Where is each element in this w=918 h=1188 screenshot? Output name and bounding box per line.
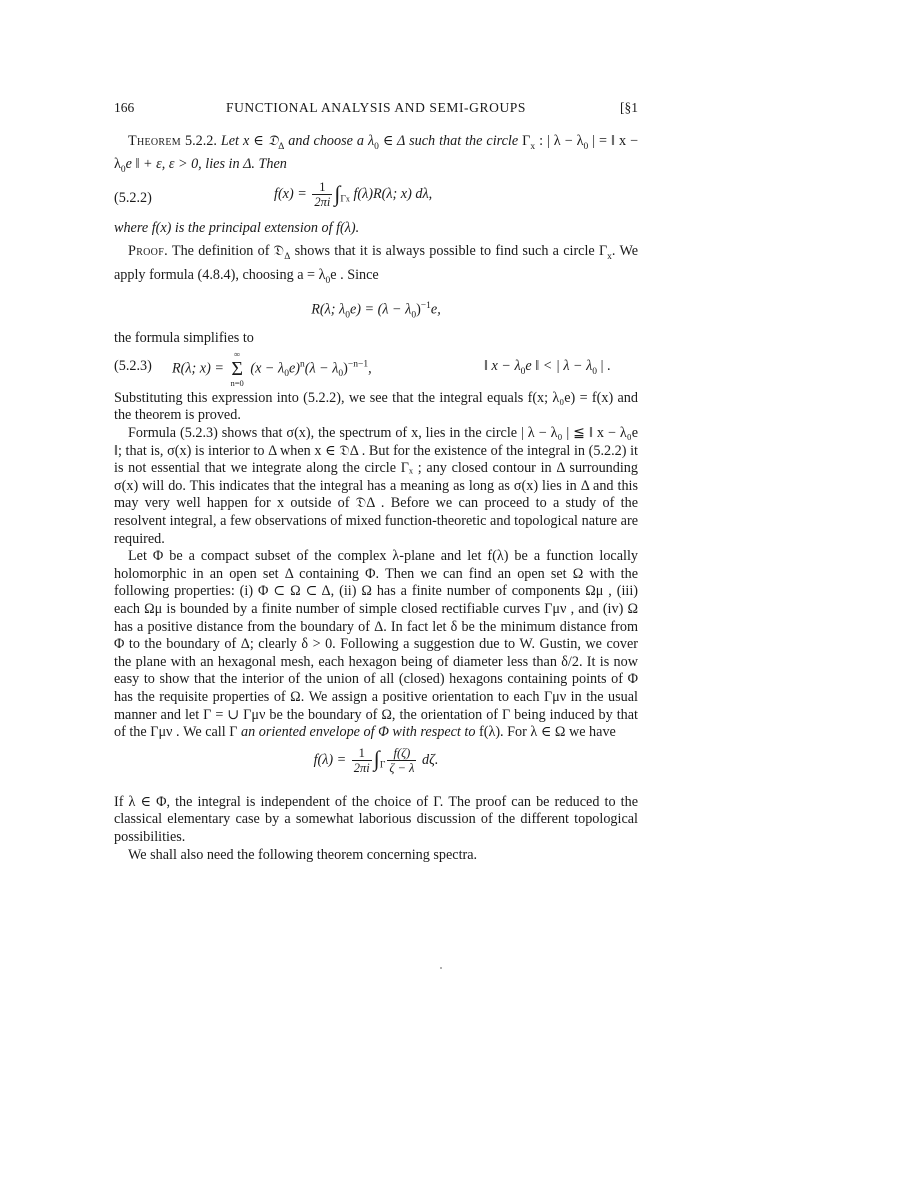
term-d: ) (343, 360, 348, 377)
sub-zero: 0 (374, 141, 379, 152)
sub-zero: 0 (411, 310, 417, 321)
proof-text-b: shows that it is always possible to find such a circle Γ (290, 243, 608, 260)
equation-expression (172, 350, 372, 388)
term-a: (x − λ (246, 360, 285, 377)
hexagon-emphasis: an oriented envelope of Φ with respect to (240, 724, 476, 741)
fraction-numerator: 1 (352, 746, 372, 761)
term-b: e) (288, 360, 300, 377)
page-number: 166 (114, 100, 135, 115)
equation-5-2-2 (114, 180, 638, 220)
theorem-statement (114, 133, 638, 180)
theorem-text-g: e ‖ + ε, ε > 0, lies in Δ. Then (125, 156, 287, 173)
formula-paragraph: Formula (5.2.3) shows that σ(x), the spectrum of x, lies in the circle | λ − λ₀ | ≦ ‖ x − λ₀e ‖; that is, σ(x) is interior to Δ when x ∈ 𝔇Δ . But for the existence of the integral in (5.2.2) it is not essential that we integrate along the circle Γₓ ; any closed contour in Δ surrounding σ(x) will do. This indicates that the integral has a meaning as long as σ(x) lies in Δ and this may very well happen for x outside of 𝔇Δ . Before we can proceed to a study of the resolvent integral, a few observations of mixed function-theoretic and topological nature are required. (114, 425, 638, 547)
sup-n: n (299, 359, 305, 370)
cond-a: ‖ x − λ (484, 357, 521, 374)
res-end: e, (430, 302, 441, 319)
term-e: , (368, 360, 372, 377)
fraction (352, 746, 372, 775)
integral-subscript-x: x (345, 194, 350, 204)
hexagon-text-a: Let Φ be a compact subset of the complex λ-plane and let f(λ) be a function locally holomorphic in an open set Δ containing Φ. Then we can find an open set Ω with the following properties: (i) Φ ⊂ Ω ⊂ Δ, (ii) Ω has a finite number of components Ωμ , (iii) each Ωμ is bounded by a finite number of simple closed rectifiable curves Γμν , and (iv) Ω has a positive distance from the boundary of Δ. In fact let δ be the minimum distance from Φ to the boundary of Δ; clearly δ > 0. Following a suggestion due to W. Gustin, we cover the plane with an hexagonal mesh, each hexagon being of diameter less than δ/2. It is now easy to show that the interior of the union of all (closed) hexagons containing points of Φ has the requisite properties of Ω. We assign a positive orientation to each Γμν in the usual manner and let Γ = ∪ Γμν be the boundary of Ω, the orientation of Γ being induced by that of the Γμν . We call Γ (114, 548, 638, 741)
integrand-numerator: f(ζ) (387, 746, 416, 761)
equation-5-2-3 (114, 348, 638, 390)
cond-b: e ‖ < | λ − λ (525, 357, 593, 374)
cauchy-lhs: f(λ) = (313, 751, 350, 768)
sub-zero: 0 (345, 310, 350, 321)
fraction-denominator: 2πi (353, 760, 370, 775)
if-paragraph: If λ ∈ Φ, the integral is independent of the choice of Γ. The proof can be reduced to the classical elementary case by a somewhat laborious discussion of the different topological possibilities. (114, 793, 638, 845)
proof-paragraph (114, 243, 638, 290)
eq-rhs: f(λ)R(λ; x) dλ, (353, 185, 433, 202)
equation-resolvent (114, 290, 638, 330)
integrand-denominator: ζ − λ (389, 760, 415, 775)
theorem-text-a: Let x ∈ 𝔇 (220, 133, 279, 149)
integral-subscript: Γ (340, 194, 346, 205)
theorem-text-f: | = ‖ x − λ (114, 133, 639, 173)
sub-zero: 0 (338, 368, 344, 379)
integral-sign: ∫ (373, 746, 380, 772)
res-lhs3: ) (416, 302, 421, 319)
sub-zero: 0 (592, 366, 598, 377)
proof-text-d: e . Since (330, 266, 379, 283)
equation-expression (274, 180, 432, 209)
sub-zero: 0 (120, 165, 126, 176)
integral-sign: ∫ (334, 180, 341, 206)
sub-delta: Δ (284, 252, 291, 263)
sum-sign: Σ (231, 357, 243, 380)
closing-line: We shall also need the following theorem concerning spectra. (128, 846, 478, 863)
theorem-text-b: and choose a λ (284, 133, 375, 149)
theorem-label: Theorem (128, 133, 181, 149)
fraction-numerator: 1 (312, 180, 332, 195)
eq-lhs: f(x) = (274, 185, 311, 202)
section-marker: [§1 (620, 100, 638, 115)
sub-x: x (607, 252, 612, 263)
equation-number: (5.2.2) (114, 189, 152, 206)
scan-speck (440, 967, 442, 969)
fraction (312, 180, 332, 209)
substituting-paragraph: Substituting this expression into (5.2.2), we see that the integral equals f(x; λ₀e) = f(x) and the theorem is proved. (114, 389, 638, 424)
equation-number: (5.2.3) (114, 357, 152, 374)
sub-zero: 0 (325, 275, 331, 286)
sum-lower: n=0 (230, 377, 244, 388)
running-title: FUNCTIONAL ANALYSIS AND SEMI-GROUPS (225, 100, 527, 115)
hexagon-text-b: f(λ). For λ ∈ Ω we have (475, 724, 616, 741)
sub-zero: 0 (583, 141, 589, 152)
fraction-integrand (387, 746, 416, 775)
term-c: (λ − λ (304, 360, 339, 377)
page-body (114, 133, 638, 864)
sub-delta: Δ (278, 141, 285, 152)
theorem-text-c: ∈ Δ such that the circle (378, 133, 519, 149)
res-lhs2: e) = (λ − λ (349, 302, 412, 319)
fraction-denominator: 2πi (314, 194, 331, 209)
theorem-text-e: : | λ − λ (535, 133, 584, 149)
proof-label: Proof. (128, 243, 168, 260)
integral-subscript: Γ (379, 760, 386, 771)
cond-c: | . (597, 357, 611, 374)
res-lhs: R(λ; λ (311, 302, 346, 319)
eq-lhs: R(λ; x) = (172, 360, 228, 377)
equation-condition (484, 358, 611, 381)
proof-text-c: . We apply formula (4.8.4), choosing a = λ (114, 243, 638, 283)
cauchy-end: dζ. (418, 751, 439, 768)
sum-upper: ∞ (234, 348, 241, 359)
sup-2: −n−1 (347, 359, 369, 370)
sub-zero: 0 (284, 368, 289, 379)
theorem-number: 5.2.2. (184, 133, 217, 149)
equation-cauchy (114, 742, 638, 794)
proof-text-a: The definition of 𝔇 (167, 243, 285, 260)
hexagon-paragraph (114, 548, 638, 742)
running-header (114, 100, 638, 120)
theorem-text-d: Γ (522, 133, 531, 149)
simplifies-line: the formula simplifies to (114, 330, 254, 347)
where-line: where f(x) is the principal extension of f(λ). (114, 219, 360, 236)
summation (231, 350, 244, 388)
res-sup: −1 (420, 301, 431, 312)
sub-zero: 0 (520, 366, 526, 377)
sub-x: x (530, 141, 536, 152)
